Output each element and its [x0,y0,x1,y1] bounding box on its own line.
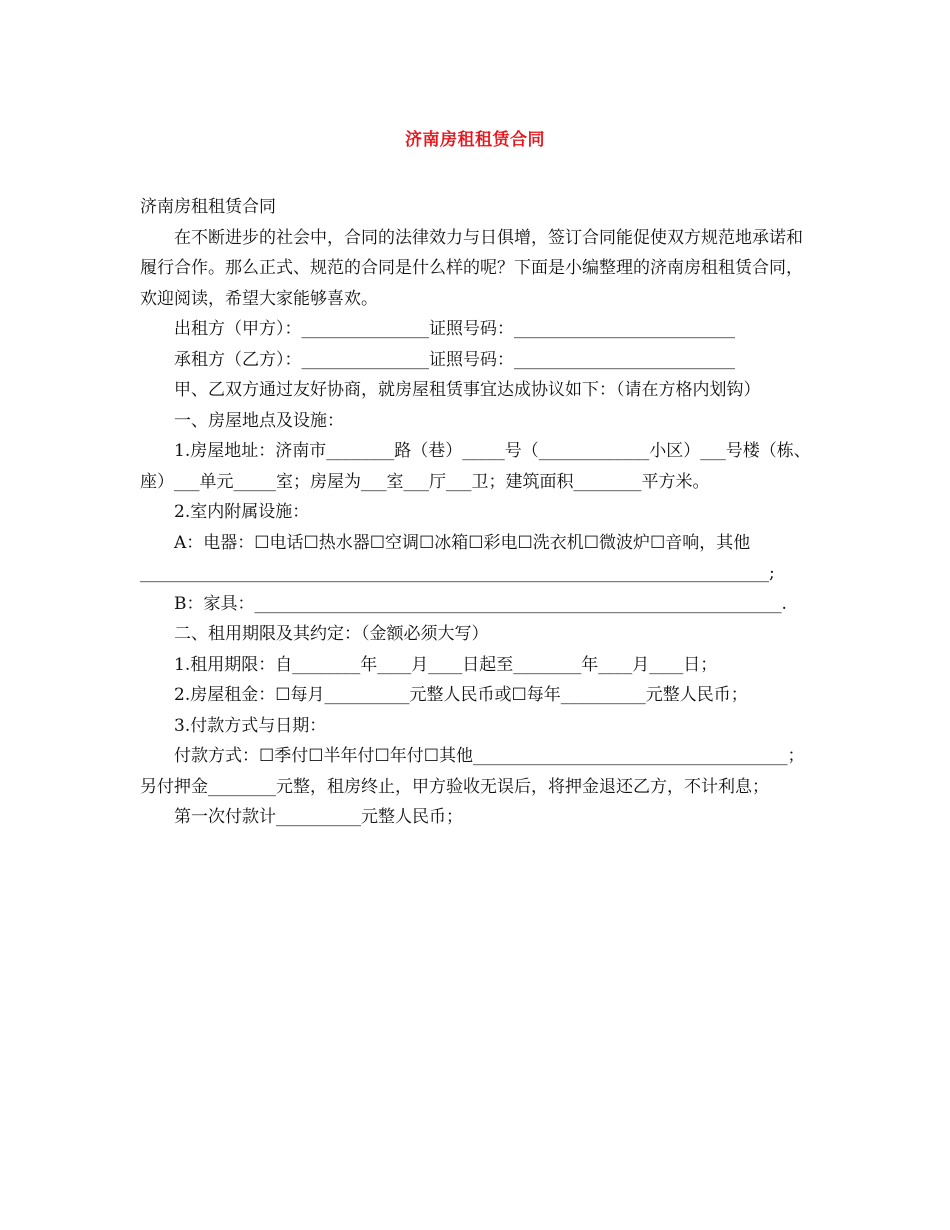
document-title: 济南房租租赁合同 [405,130,545,150]
paragraph: 济南房租租赁合同 [140,197,276,217]
paragraph: 付款方式：☐季付☐半年付☐年付☐其他_____________________________________；另付押金________元整，租房终止，甲方验收无误后，将押金退还乙方，不计利息； [140,746,805,797]
paragraph: 1.租用期限：自________年____月____日起至________年____月____日； [174,654,718,675]
document-body [140,192,815,833]
paragraph: 第一次付款计__________元整人民币； [174,807,463,827]
paragraph: 3.付款方式与日期： [174,715,327,736]
paragraph: 2.房屋租金：☐每月__________元整人民币或☐每年__________元整人民币； [174,685,748,705]
paragraph: 二、租用期限及其约定：（金额必须大写） [174,624,489,644]
paragraph: B：家具：______________________________________________________________. [174,593,787,614]
paragraph: 在不断进步的社会中，合同的法律效力与日俱增，签订合同能促使双方规范地承诺和履行合作。那么正式、规范的合同是什么样的呢？下面是小编整理的济南房租租赁合同，欢迎阅读，希望大家能够喜欢。 [140,227,803,309]
paragraph: 一、房屋地点及设施： [174,410,344,431]
paragraph: A：电器：☐电话☐热水器☐空调☐冰箱☐彩电☐洗衣机☐微波炉☐音响，其他__________________________________________________________________________; [140,532,775,583]
paragraph: 承租方（乙方）：_______________证照号码：__________________________ [174,349,735,370]
paragraph: 2.室内附属设施： [174,502,310,522]
paragraph: 出租方（甲方）：_______________证照号码：__________________________ [174,319,735,339]
paragraph: 1.房屋地址：济南市________路（巷）_____号（_____________小区）___号楼（栋、座）___单元_____室；房屋为___室___厅___卫；建筑面积________平方米。 [140,441,811,492]
paragraph: 甲、乙双方通过友好协商，就房屋租赁事宜达成协议如下：（请在方格内划钩） [174,380,761,400]
